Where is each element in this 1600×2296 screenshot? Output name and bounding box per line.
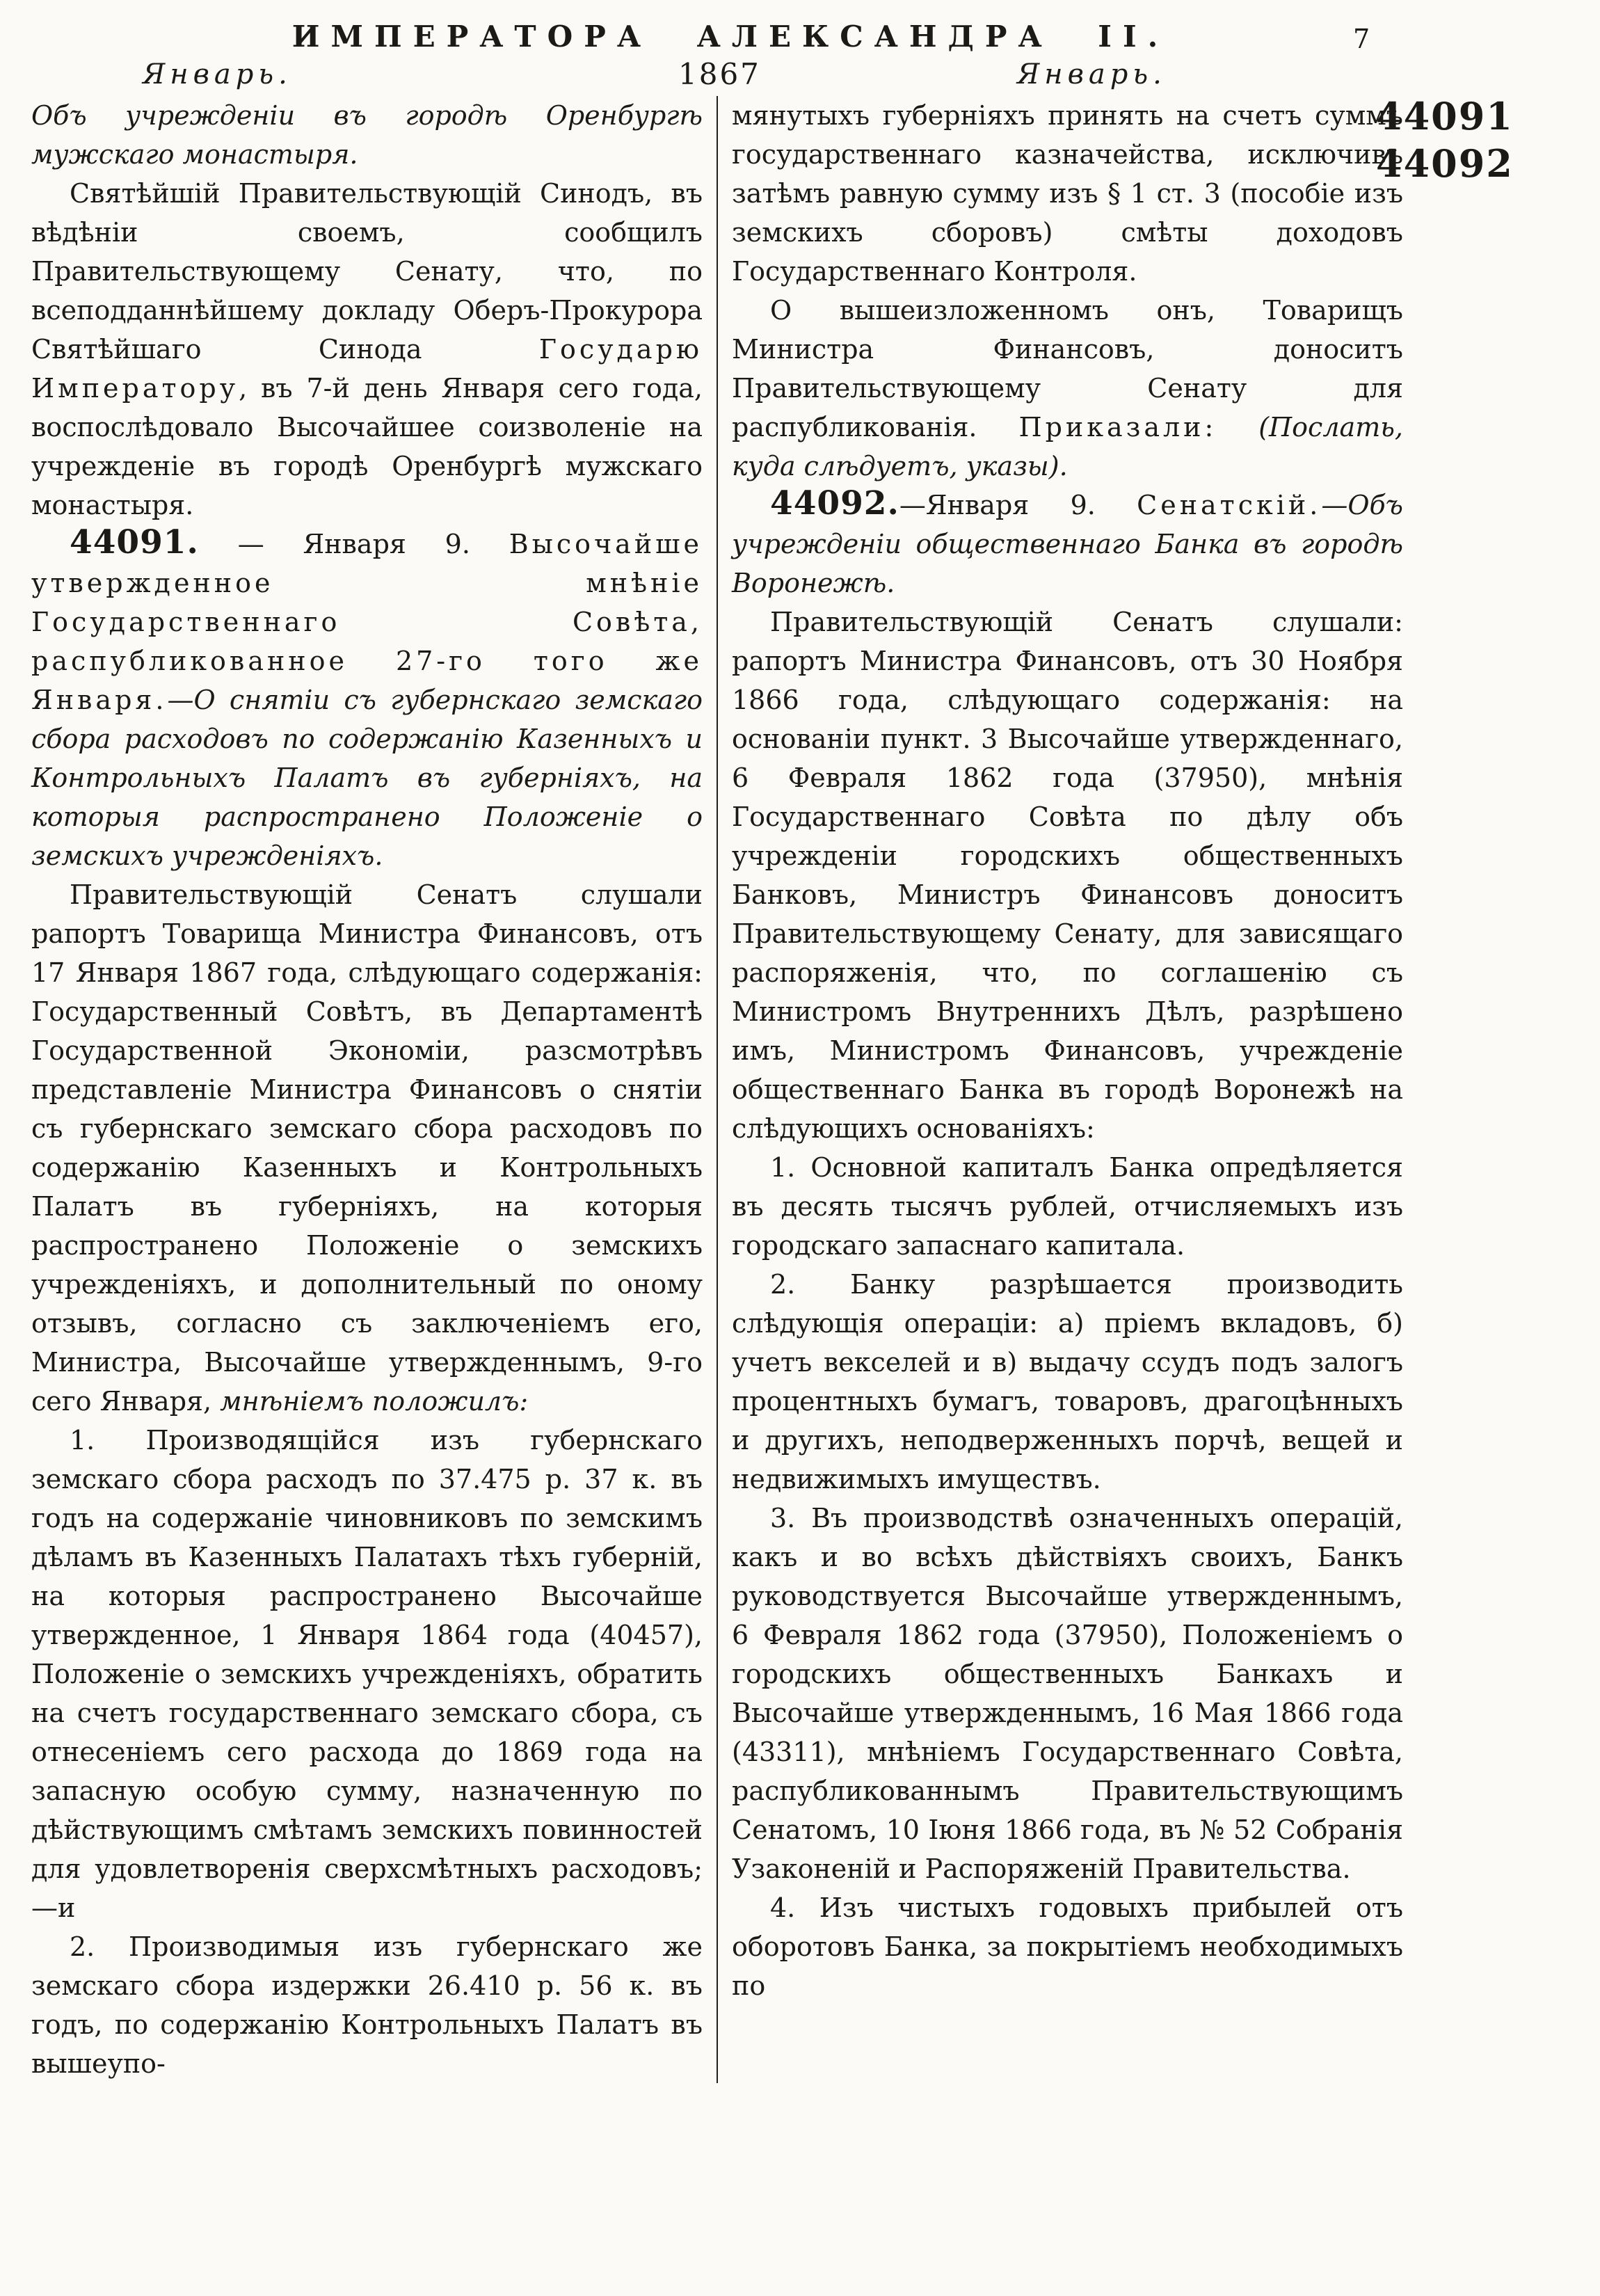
paragraph bbox=[732, 1265, 1403, 1499]
text-segment: , въ 7-й день Января сего года, воспослѣдовало Высочайшее соизволеніе на учрежденіе въ городѣ Оренбургѣ мужскаго монастыря. bbox=[31, 373, 703, 520]
text-segment: Высочайше утвержденное мнѣніе Государственнаго Совѣта, распубликованное 27-го того же Января. bbox=[31, 529, 703, 715]
text-segment: мянутыхъ губерніяхъ принять на счетъ суммъ государственнаго казначейства, исключивъ затѣмъ равную сумму изъ § 1 ст. 3 (пособіе изъ земскихъ сборовъ) смѣты доходовъ Государственнаго Контроля. bbox=[732, 100, 1403, 287]
page-title: ИМПЕРАТОРА АЛЕКСАНДРА II. bbox=[291, 19, 1169, 54]
text-segment: 1. Основной капиталъ Банка опредѣляется въ десять тысячъ рублей, отчисляемыхъ изъ городскаго запаснаго капитала. bbox=[732, 1152, 1403, 1261]
text-segment: Правительствующій Сенатъ слушали: рапортъ Министра Финансовъ, отъ 30 Ноября 1866 года, слѣдующаго содержанія: на основаніи пункт. 3 Высочайше утвержденнаго, 6 Февраля 1862 года (37950), мнѣнія Государственнаго Совѣта по дѣлу объ учрежденіи городскихъ общественныхъ Банковъ, Министръ Финансовъ доноситъ Правительствующему Сенату, для зависящаго распоряженія, что, по соглашенію съ Министромъ Внутреннихъ Дѣлъ, разрѣшено имъ, Министромъ Финансовъ, учрежденіе общественнаго Банка въ городѣ Воронежѣ на слѣдующихъ основаніяхъ: bbox=[732, 607, 1403, 1144]
text-segment: Приказали: bbox=[1018, 412, 1217, 443]
text-segment: — Января 9. bbox=[198, 529, 509, 559]
text-segment: Государю Императору bbox=[31, 334, 703, 404]
text-segment: 44092. bbox=[770, 484, 899, 523]
text-segment: —О снятіи съ губернскаго земскаго сбора расходовъ по содержанію Казенныхъ и Контрольныхъ Палатъ въ губерніяхъ, на которыя распространено Положеніе о земскихъ учрежденіяхъ. bbox=[31, 685, 703, 871]
paragraph bbox=[732, 486, 1403, 603]
text-segment: (Послать, куда слѣдуетъ, указы). bbox=[732, 412, 1403, 481]
paragraph bbox=[31, 174, 703, 525]
left-column bbox=[31, 96, 703, 2083]
text-segment: —Объ учрежденіи общественнаго Банка въ городѣ Воронежѣ. bbox=[732, 490, 1403, 598]
running-head-right: Январь. bbox=[1017, 58, 1167, 90]
paragraph bbox=[31, 875, 703, 1421]
text-segment: 4. Изъ чистыхъ годовыхъ прибылей отъ оборотовъ Банка, за покрытіемъ необходимыхъ по bbox=[732, 1892, 1403, 2001]
page-number: 7 bbox=[1353, 24, 1370, 54]
margin-act-number-second: 44092 bbox=[1376, 141, 1514, 186]
text-segment: 2. Производимыя изъ губернскаго же земскаго сбора издержки 26.410 р. 56 к. въ годъ, по содержанію Контрольныхъ Палатъ въ вышеупо- bbox=[31, 1931, 703, 2079]
text-segment: О вышеизложенномъ онъ, Товарищъ Министра Финансовъ, доноситъ Правительствующему Сенату для распубликованія. bbox=[732, 295, 1403, 443]
text-segment: мнѣніемъ положилъ: bbox=[220, 1386, 529, 1417]
paragraph bbox=[732, 1499, 1403, 1888]
paragraph bbox=[732, 291, 1403, 486]
paragraph bbox=[31, 1421, 703, 1927]
paragraph bbox=[31, 525, 703, 875]
text-segment: 1. Производящійся изъ губернскаго земскаго сбора расходъ по 37.475 р. 37 к. въ годъ на содержаніе чиновниковъ по земскимъ дѣламъ въ Казенныхъ Палатахъ тѣхъ губерній, на которыя распространено Высочайше утвержденное, 1 Января 1864 года (40457), Положеніе о земскихъ учрежденіяхъ, обратить на счетъ государственнаго земскаго сбора, съ отнесеніемъ сего расхода до 1869 года на запасную особую сумму, назначенную по дѣйствующимъ смѣтамъ земскихъ повинностей для удовлетворенія сверхсмѣтныхъ расходовъ;—и bbox=[31, 1425, 703, 1923]
paragraph bbox=[732, 1148, 1403, 1265]
paragraph bbox=[31, 1927, 703, 2083]
text-segment: Сенатскій. bbox=[1137, 490, 1322, 520]
column-divider bbox=[717, 96, 718, 2083]
text-segment: 2. Банку разрѣшается производить слѣдующія операціи: а) пріемъ вкладовъ, б) учетъ векселей и в) выдачу ссудъ подъ залогъ процентныхъ бумагъ, товаровъ, драгоцѣнныхъ и другихъ, неподверженныхъ порчѣ, вещей и недвижимыхъ имуществъ. bbox=[732, 1269, 1403, 1494]
text-columns bbox=[31, 96, 1430, 2083]
text-segment: Святѣйшій Правительствующій Синодъ, въ вѣдѣніи своемъ, сообщилъ Правительствующему Сенату, что, по всеподданнѣйшему докладу Оберъ-Прокурора Святѣйшаго Синода bbox=[31, 178, 703, 365]
right-column bbox=[732, 96, 1403, 2083]
text-segment: —Января 9. bbox=[899, 490, 1137, 520]
paragraph bbox=[31, 96, 703, 174]
paragraph bbox=[732, 96, 1403, 291]
text-segment: 44091. bbox=[70, 523, 199, 561]
running-head-left: Январь. bbox=[143, 58, 292, 90]
text-segment: Объ учрежденіи въ городѣ Оренбургѣ мужскаго монастыря. bbox=[31, 100, 703, 170]
paragraph bbox=[732, 1888, 1403, 2005]
year-label: 1867 bbox=[678, 57, 761, 91]
paragraph bbox=[732, 603, 1403, 1148]
margin-act-number-first: 44091 bbox=[1376, 94, 1514, 138]
text-segment: 3. Въ производствѣ означенныхъ операцій, какъ и во всѣхъ дѣйствіяхъ своихъ, Банкъ руководствуется Высочайше утвержденнымъ, 6 Февраля 1862 года (37950), Положеніемъ о городскихъ общественныхъ Банкахъ и Высочайше утвержденнымъ, 16 Мая 1866 года (43311), мнѣніемъ Государственнаго Совѣта, распубликованнымъ Правительствующимъ Сенатомъ, 10 Іюня 1866 года, въ № 52 Собранія Узаконеній и Распоряженій Правительства. bbox=[732, 1503, 1403, 1884]
text-segment: Правительствующій Сенатъ слушали рапортъ Товарища Министра Финансовъ, отъ 17 Января 1867 года, слѣдующаго содержанія: Государственный Совѣтъ, въ Департаментѣ Государственной Экономіи, разсмотрѣвъ представленіе Министра Финансовъ о снятіи съ губернскаго земскаго сбора расходовъ по содержанію Казенныхъ и Контрольныхъ Палатъ въ губерніяхъ, на которыя распространено Положеніе о земскихъ учрежденіяхъ, и дополнительный по оному отзывъ, согласно съ заключеніемъ его, Министра, Высочайше утвержденнымъ, 9-го сего Января, bbox=[31, 879, 703, 1417]
